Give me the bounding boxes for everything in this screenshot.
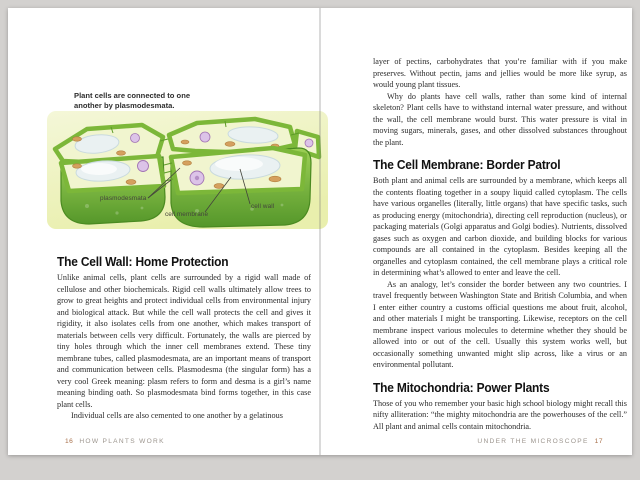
label-cell-wall: cell wall	[251, 203, 275, 210]
nucleus	[200, 132, 210, 142]
page-gutter	[319, 8, 321, 455]
left-page-number: 16	[65, 438, 74, 445]
label-plasmodesmata: plasmodesmata	[100, 195, 147, 202]
section-heading-mitochondria: The Mitochondria: Power Plants	[373, 380, 550, 395]
body-paragraph: Individual cells are also cemented to one another by a gelatinous	[71, 411, 283, 420]
nucleus	[131, 134, 140, 143]
right-running-head: UNDER THE MICROSCOPE	[477, 438, 589, 445]
body-paragraph: Those of you who remember your basic high school biology might recall this nifty alliteration: “the mighty mitochondria are the powerhouses of the cell.” All plant and animal cells contain mitochondria.	[373, 398, 627, 431]
body-paragraph: Why do plants have cell walls, rather than some kind of internal skeleton? Plant cells have to withstand internal water pressure, and without the wall, the cell membrane would burst. This water pressure is vital in moving sugars, minerals, gases, and other dissolved substances throughout the plant.	[373, 91, 627, 147]
body-paragraph: Both plant and animal cells are surrounded by a membrane, which keeps all the contents floating together in a soupy liquid called cytoplasm. The cells have various organelles (literally, little organs) that have specific tasks, such as producing energy (mitochondria), directing cell reproduction (nucleus), or packaging materials (Golgi apparatus and Golgi bodies). Nutrients, dissolved gases such as oxygen and carbon dioxide, and building blocks for various compounds are all contained in the cytoplasm. Besides keeping all the organelles and cytoplasm contained, the cell membrane plays a critical role in determining what’s allowed to enter and leave the cell.	[373, 176, 627, 277]
right-page-number: 17	[594, 438, 603, 445]
vacuole-highlight	[215, 157, 263, 171]
left-text-column	[57, 255, 311, 422]
nucleolus	[195, 176, 199, 180]
nucleus	[305, 139, 313, 147]
label-cell-membrane: cell membrane	[165, 211, 209, 218]
plant-cells-figure	[47, 111, 328, 229]
right-text-column	[373, 56, 627, 432]
book-spread	[8, 8, 632, 455]
left-folio	[65, 438, 165, 445]
right-folio	[463, 438, 603, 445]
body-paragraph: layer of pectins, carbohydrates that you’re familiar with if you make preserves. Without pectin, jams and jellies would be more like syrup, as would young plant tissues.	[373, 57, 627, 89]
section-heading-cell-wall: The Cell Wall: Home Protection	[57, 255, 229, 269]
figure-caption: Plant cells are connected to one another by plasmodesmata.	[74, 91, 191, 110]
nucleus	[138, 161, 149, 172]
body-paragraph: As an analogy, let’s consider the border between any two countries. I travel frequently between Washington State and British Columbia, and when I enter either country a customs official questions me about fruit, alcohol, and other materials I might be transporting. Likewise, receptors on the cell membrane inspect various molecules to determine whether they should be allowed into or out of the cell. Usually this system works well, but occasionally something unwanted might slip across, like a virus or an environmental pollutant.	[373, 279, 627, 369]
vacuole-highlight	[81, 163, 117, 175]
body-paragraph: Unlike animal cells, plant cells are surrounded by a rigid wall made of cellulose and other biochemicals. Rigid cell walls ultimately allow trees to grow to great heights and protect individual cells from environmental injury and biological attack. But while the cell wall protects the cell and gives it rigidity, it also isolates cells from one another, which makes transport of materials between cells very difficult. Fortunately, the walls are pierced by tiny holes through which the inner cell membranes extend. These tiny membrane tubes, called plasmodesmata, are an important means of transport and communication between cells. Plasmodesma (the singular form) has a very cool Greek meaning: plasm refers to form and desma is a girl’s name meaning binding oath. So plasmodesmata bind forms together, in this case plant cells.	[57, 273, 311, 409]
section-heading-cell-membrane: The Cell Membrane: Border Patrol	[373, 158, 561, 172]
left-running-head: HOW PLANTS WORK	[79, 438, 165, 445]
